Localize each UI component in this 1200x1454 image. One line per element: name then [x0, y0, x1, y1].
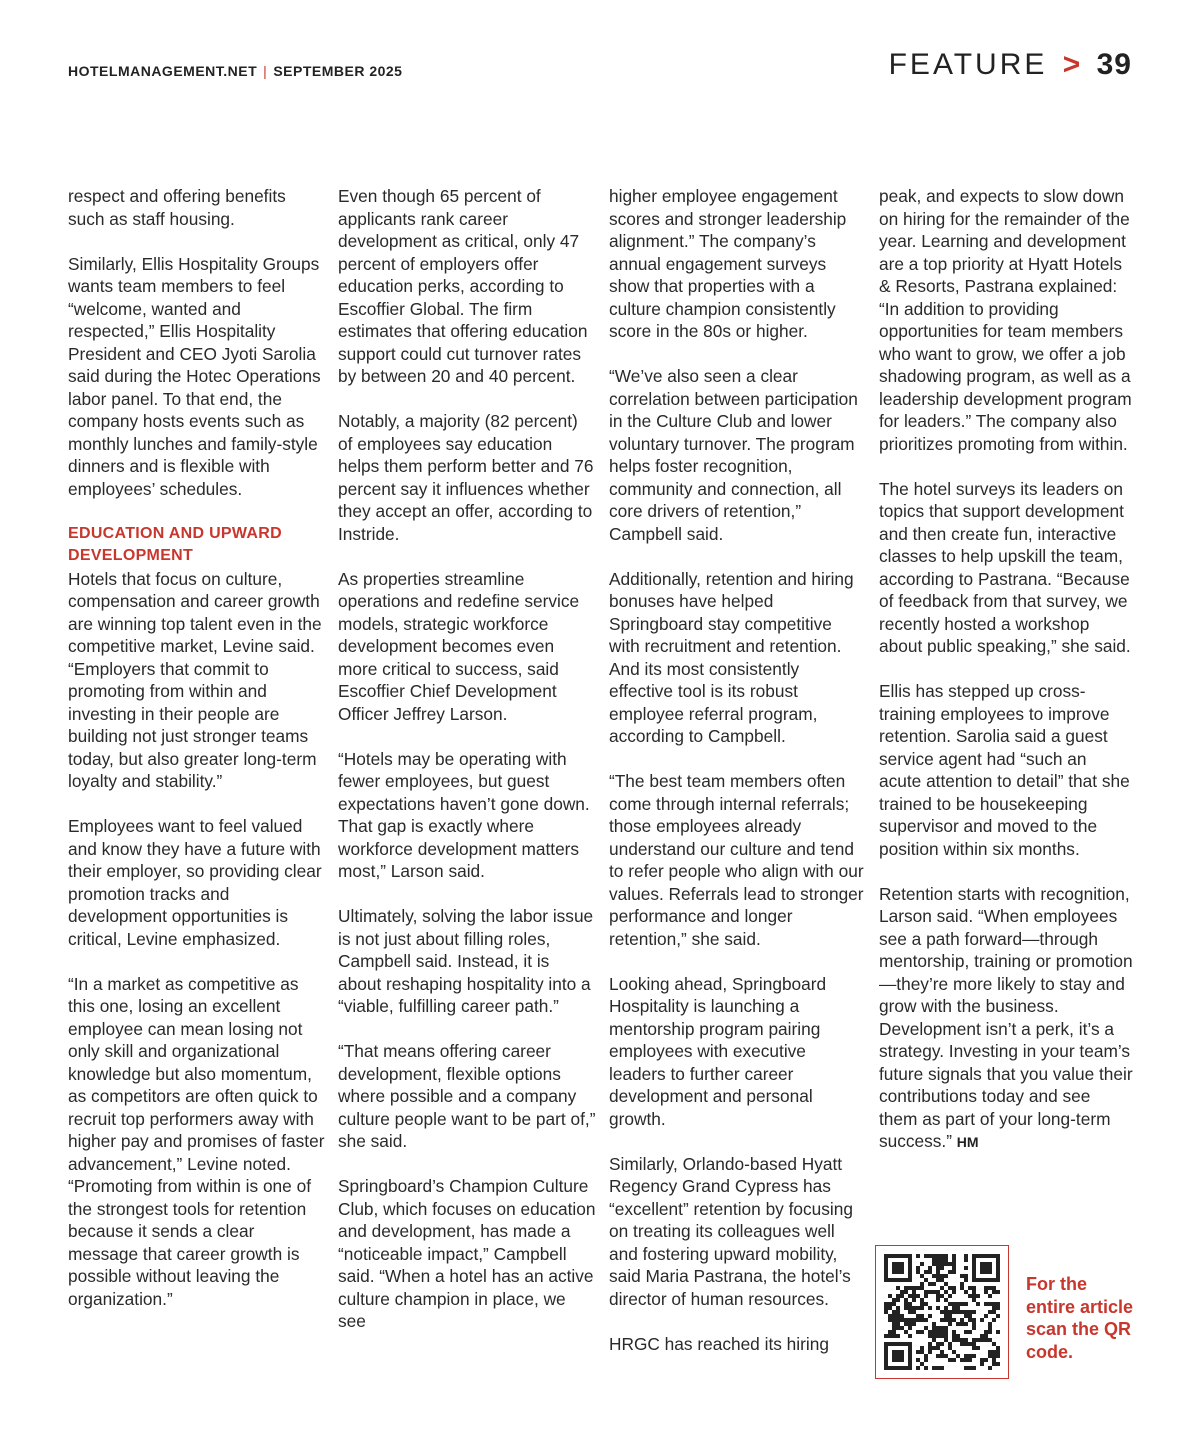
page-number: 39	[1096, 48, 1132, 81]
publication-header	[68, 63, 402, 79]
article-paragraph: respect and offering benefits such as staff housing.	[68, 186, 286, 229]
article-paragraph: “Hotels may be operating with fewer employees, but guest expectations haven’t gone down. That gap is exactly where workforce development matters most,” Larson said.	[338, 748, 590, 881]
article-paragraph: Similarly, Ellis Hospitality Groups wants team members to feel “welcome, wanted and respected,” Ellis Hospitality President and CEO Jyoti Sarolia said during the Hotec Operations labor panel. To that end, the company hosts events such as monthly lunches and family-style dinners and is flexible with employees’ schedules.	[68, 253, 321, 499]
article-paragraph: Springboard’s Champion Culture Club, which focuses on education and development, has made a “noticeable impact,” Campbell said. “When a hotel has an active culture champion in place, we see	[338, 1176, 596, 1331]
article-paragraph: Similarly, Orlando-based Hyatt Regency Grand Cypress has “excellent” retention by focusing on treating its colleagues well and fostering upward mobility, said Maria Pastrana, the hotel’s director of human resources.	[609, 1153, 853, 1309]
article-paragraph: higher employee engagement scores and stronger leadership alignment.” The company’s annual engagement surveys show that properties with a culture champion consistently score in the 80s or higher.	[609, 186, 847, 341]
article-paragraph: Employees want to feel valued and know they have a future with their employer, so providing clear promotion tracks and development opportunities is critical, Levine emphasized.	[68, 816, 322, 949]
article-paragraph: “We’ve also seen a clear correlation between participation in the Culture Club and lower voluntary turnover. The program helps foster recognition, community and connection, all core drivers of retention,” Campbell said.	[609, 366, 858, 544]
article-column-1	[68, 185, 326, 1333]
article-paragraph: Additionally, retention and hiring bonuses have helped Springboard stay competitive with recruitment and retention. And its most consistently effective tool is its robust employee referral program, according to Campbell.	[609, 568, 854, 746]
paragraph-text: Retention starts with recognition, Larson said. “When employees see a path forward—through mentorship, training or promotion—they’re more likely to stay and grow with the business. Development isn’t a perk, it’s a strategy. Investing in your team’s future signals that you value their contributions today and see them as part of your long-term success.”	[879, 883, 1133, 1151]
article-column-3	[609, 185, 867, 1378]
chevron-right-icon: >	[1062, 48, 1084, 81]
article-paragraph: “That means offering career development, flexible options where possible and a company culture people want to be part of,” she said.	[338, 1041, 596, 1151]
article-paragraph: “In a market as competitive as this one, losing an excellent employee can mean losing not only skill and organizational knowledge but also momentum, as competitors are often quick to recruit top performers away with higher pay and promises of faster advancement,” Levine noted. “Promoting from within is one of the strongest tools for retention because it sends a clear message that career growth is possible without leaving the organization.”	[68, 973, 325, 1309]
qr-code-icon	[884, 1254, 1000, 1370]
article-paragraph: As properties streamline operations and redefine service models, strategic workforce development becomes even more critical to success, said Escoffier Chief Development Officer Jeffrey Larson.	[338, 568, 580, 724]
article-paragraph: Ultimately, solving the labor issue is not just about filling roles, Campbell said. Instead, it is about reshaping hospitality into a “viable, fulfilling career path.”	[338, 906, 594, 1016]
qr-code-frame[interactable]	[875, 1245, 1009, 1379]
issue-date: SEPTEMBER 2025	[273, 63, 403, 79]
article-paragraph: peak, and expects to slow down on hiring for the remainder of the year. Learning and development are a top priority at Hyatt Hotels & Resorts, Pastrana explained: “In addition to providing opportunities for team members who want to grow, we offer a job shadowing program, as well as a leadership development program for leaders.” The company also prioritizes promoting from within.	[879, 186, 1132, 454]
article-paragraph: Notably, a majority (82 percent) of employees say education helps them perform better and 76 percent say it influences whether they accept an offer, according to Instride.	[338, 411, 594, 544]
article-paragraph: HRGC has reached its hiring	[609, 1333, 829, 1354]
site-name: HOTELMANAGEMENT.NET	[68, 63, 258, 79]
header-separator: |	[263, 63, 268, 79]
article-paragraph: Even though 65 percent of applicants rank career development as critical, only 47 percent of employers offer education perks, according to Escoffier Global. The firm estimates that offering education support could cut turnover rates by between 20 and 40 percent.	[338, 186, 588, 386]
section-header	[889, 48, 1132, 82]
section-label: FEATURE	[888, 48, 1048, 81]
end-mark: HM	[956, 1134, 979, 1150]
article-column-4	[879, 185, 1133, 1176]
article-paragraph: Looking ahead, Springboard Hospitality is launching a mentorship program pairing employees with executive leaders to further career development and personal growth.	[609, 973, 827, 1129]
section-heading: EDUCATION AND UPWARD DEVELOPMENT	[68, 524, 282, 564]
article-column-2	[338, 185, 596, 1355]
article-paragraph: “The best team members often come through internal referrals; those employees already understand our culture and tend to refer people who align with our values. Referrals lead to stronger performance and longer retention,” she said.	[609, 771, 864, 949]
article-paragraph	[879, 883, 1133, 1154]
article-paragraph: The hotel surveys its leaders on topics that support development and then create fun, interactive classes to help upskill the team, according to Pastrana. “Because of feedback from that survey, we recently hosted a workshop about public speaking,” she said.	[879, 478, 1131, 656]
qr-caption: For the entire article scan the QR code.	[1026, 1274, 1134, 1362]
article-paragraph: Ellis has stepped up cross-training employees to improve retention. Sarolia said a guest service agent had “such an acute attention to detail” that she trained to be housekeeping supervisor and moved to the position within six months.	[879, 681, 1130, 859]
article-paragraph: Hotels that focus on culture, compensation and career growth are winning top talent even in the competitive market, Levine said. “Employers that commit to promoting from within and investing in their people are building not just stronger teams today, but also greater long-term loyalty and stability.”	[68, 568, 322, 791]
